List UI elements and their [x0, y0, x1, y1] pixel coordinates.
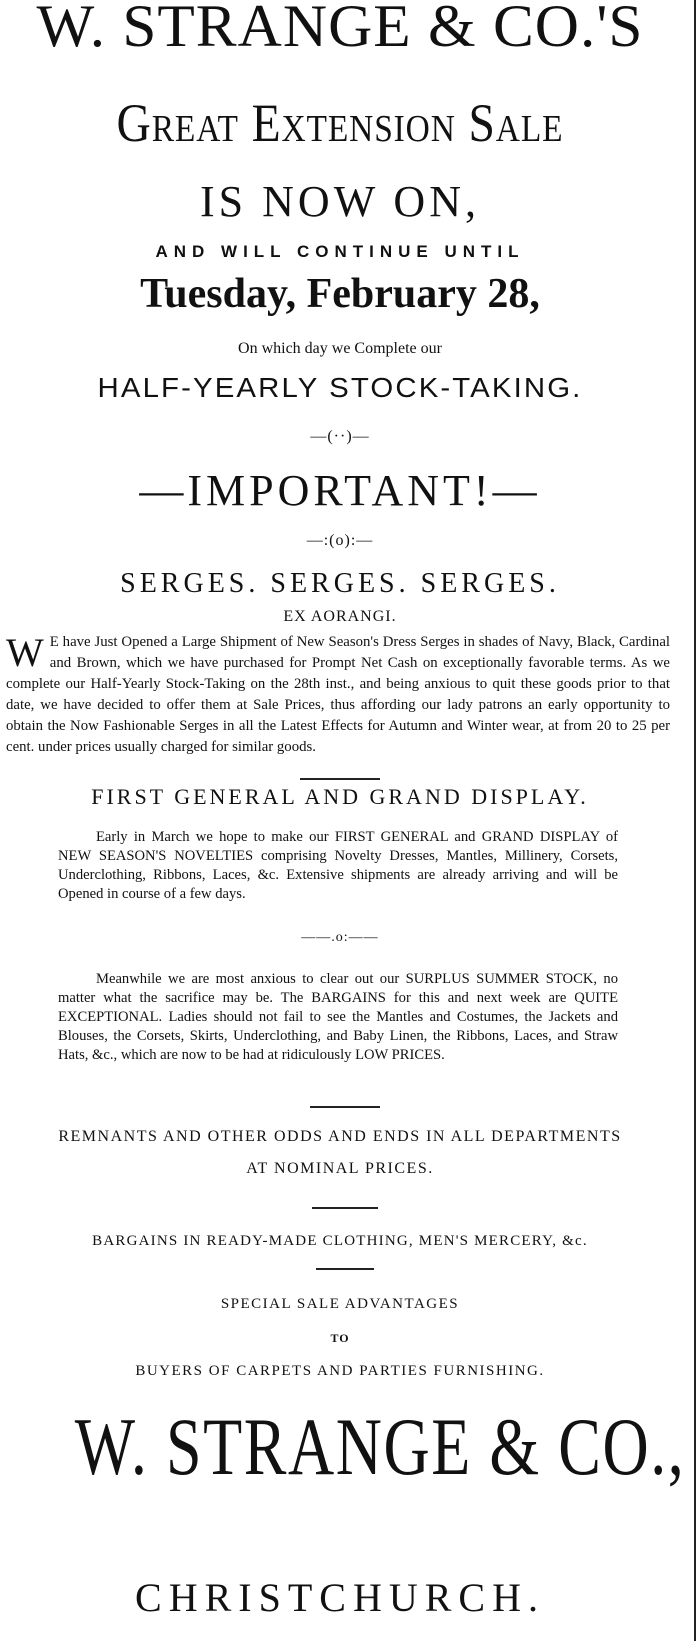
section-rule-1 [300, 778, 380, 780]
surplus-paragraph: Meanwhile we are most anxious to clear out our SURPLUS SUMMER STOCK, no matter what the sacrifice may be. The BARGAINS for this and next week are QUITE EXCEPTIONAL. Ladies should not fail to see the Mantles and Costumes, the Jackets and Blouses, the Corsets, Skirts, Underclothing, and Baby Linen, the Ribbons, Laces, and Straw Hats, &c., which are now to be had at ridiculously LOW PRICES. [58, 971, 618, 1063]
sale-title: Great Extension Sale [116, 93, 564, 153]
buyers-line: BUYERS OF CARPETS AND PARTIES FURNISHING. [135, 1363, 545, 1379]
bargains-line: BARGAINS IN READY-MADE CLOTHING, MEN'S MERCERY, &c. [92, 1233, 588, 1249]
display-heading: FIRST GENERAL AND GRAND DISPLAY. [91, 784, 589, 809]
display-paragraph: Early in March we hope to make our FIRST GENERAL and GRAND DISPLAY of NEW SEASON'S NOVELTIES comprising Novelty Dresses, Mantles, Millinery, Corsets, Underclothing, Ribbons, Laces, &c. Extensive shipments are already arriving and will be Opened in course of a few days. [58, 829, 618, 902]
continue-line: AND WILL CONTINUE UNTIL [155, 242, 525, 261]
drop-cap: W [6, 630, 44, 675]
serges-heading: SERGES. SERGES. SERGES. [120, 568, 560, 599]
serges-paragraph-text: E have Just Opened a Large Shipment of New Season's Dress Serges in shades of Navy, Black, Cardinal and Brown, which we have purchased for Prompt Net Cash on exceptionally favorable terms. As we complete our Half-Yearly Stock-Taking on the 28th inst., and being anxious to quit these goods prior to that date, we have decided to offer them at Sale Prices, thus affording our lady patrons an early opportunity to obtain the Now Fashionable Serges in all the Latest Effects for Autumn and Winter wear, at from 20 to 25 per cent. under prices usually charged for similar goods. [6, 634, 670, 755]
special-sale-line: SPECIAL SALE ADVANTAGES [220, 1296, 460, 1312]
complete-line: On which day we Complete our [238, 340, 442, 357]
important-heading: —IMPORTANT!— [139, 466, 541, 515]
serges-paragraph [6, 632, 670, 758]
ornament-divider-2: —:(o):— [306, 532, 374, 549]
to-line: TO [330, 1331, 350, 1345]
nominal-prices-line: AT NOMINAL PRICES. [246, 1160, 434, 1177]
city-name: CHRISTCHURCH. [135, 1575, 545, 1620]
section-rule-2 [310, 1106, 380, 1108]
footer-company-name: W. STRANGE & CO., [74, 1401, 686, 1492]
ex-aorangi-line: EX AORANGI. [283, 608, 397, 625]
ornament-divider-3: ——.o:—— [301, 930, 379, 945]
ornament-divider-1: —(··)— [310, 428, 370, 445]
section-rule-4 [316, 1268, 374, 1270]
remnants-line: REMNANTS AND OTHER ODDS AND ENDS IN ALL DEPARTMENTS [58, 1128, 622, 1145]
header-company-name: W. STRANGE & CO.'S [36, 0, 644, 59]
stocktaking-heading: HALF-YEARLY STOCK-TAKING. [97, 372, 583, 403]
sale-end-date: Tuesday, February 28, [140, 271, 540, 317]
column-rule [694, 0, 696, 1641]
section-rule-3 [312, 1207, 378, 1209]
now-on-line: IS NOW ON, [200, 177, 480, 226]
